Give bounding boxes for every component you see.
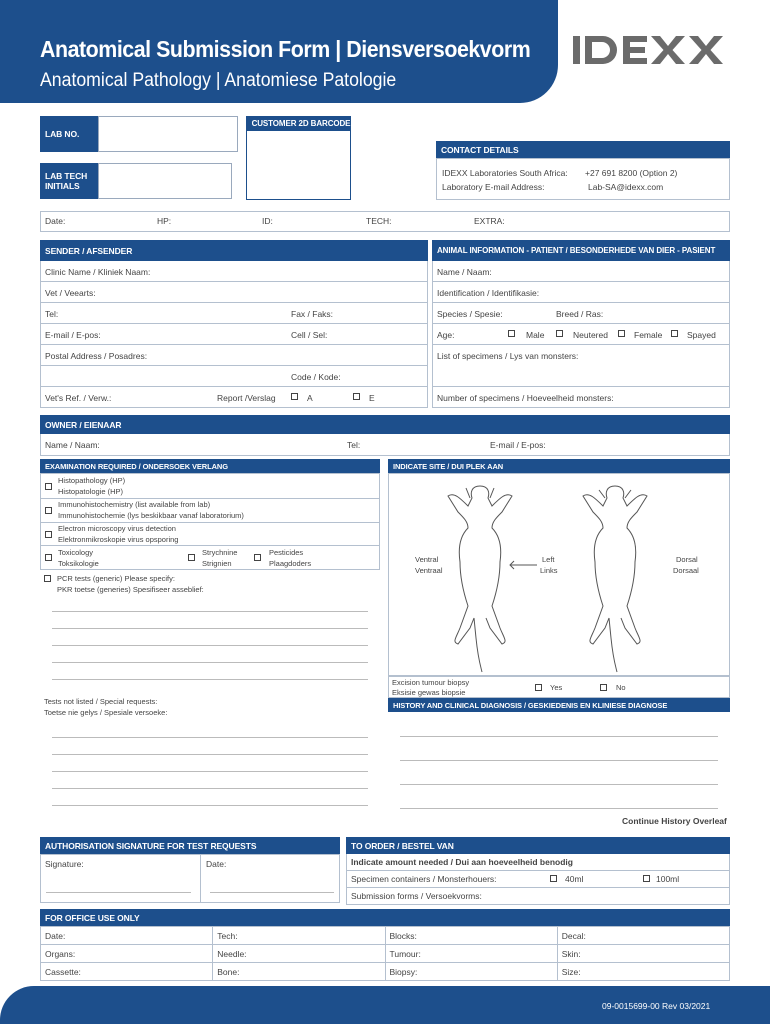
history-line[interactable] [400, 736, 718, 737]
female-label: Female [634, 330, 663, 340]
contact-label-1: IDEXX Laboratories South Africa: [442, 168, 568, 178]
report-a-checkbox[interactable] [291, 393, 298, 400]
strychnine-checkbox[interactable] [188, 554, 195, 561]
species-label: Species / Spesie: [437, 309, 503, 319]
office-grid [40, 926, 730, 981]
lab-no-label: LAB NO. [40, 116, 98, 152]
signature-label: Signature: [45, 859, 84, 869]
office-cell[interactable]: Cassette: [41, 963, 213, 981]
report-e-checkbox[interactable] [353, 393, 360, 400]
office-cell[interactable]: Biopsy: [385, 963, 557, 981]
meta-extra: EXTRA: [474, 216, 505, 226]
office-cell[interactable]: Date: [41, 927, 213, 945]
postal-label: Postal Address / Posadres: [45, 351, 148, 361]
report-e-label: E [369, 393, 375, 403]
animal-title: ANIMAL INFORMATION - PATIENT / BESONDERHEDE VAN DIER - PASIENT [432, 240, 730, 261]
form-title: Anatomical Submission Form | Diensversoekvorm [40, 36, 531, 62]
dorsal-label-1: Dorsal [676, 555, 698, 564]
history-line[interactable] [400, 760, 718, 761]
ident-field[interactable] [432, 282, 730, 303]
male-checkbox[interactable] [508, 330, 515, 337]
pcr-line[interactable] [52, 645, 368, 646]
owner-email-label: E-mail / E-pos: [490, 440, 546, 450]
ventral-label-1: Ventral [415, 555, 439, 564]
hp-label-1: Histopathology (HP) [58, 476, 126, 485]
age-label: Age: [437, 330, 455, 340]
pcr-line[interactable] [52, 679, 368, 680]
contact-email: Lab-SA@idexx.com [588, 182, 664, 192]
clinic-field[interactable] [40, 261, 428, 282]
signature-line[interactable] [46, 892, 191, 893]
meta-tech: TECH: [366, 216, 392, 226]
email-cell-field[interactable] [40, 324, 428, 345]
office-cell[interactable]: Needle: [213, 945, 385, 963]
ihc-label-1: Immunohistochemistry (list available from lab) [58, 500, 211, 509]
excision-yes-checkbox[interactable] [535, 684, 542, 691]
pcr-line[interactable] [52, 611, 368, 612]
tox-label-2: Toksikologie [58, 559, 99, 568]
history-line[interactable] [400, 784, 718, 785]
pcr-checkbox[interactable] [44, 575, 51, 582]
contact-box [436, 158, 730, 200]
exam-title: EXAMINATION REQUIRED / ONDERSOEK VERLANG [40, 459, 380, 473]
meta-id: ID: [262, 216, 273, 226]
tests-label-1: Tests not listed / Special requests: [44, 697, 158, 706]
office-cell[interactable]: Tumour: [385, 945, 557, 963]
code-field[interactable] [40, 366, 428, 387]
meta-date: Date: [45, 216, 66, 226]
auth-box[interactable] [40, 854, 340, 903]
barcode-label: CUSTOMER 2D BARCODE [246, 116, 351, 130]
owner-title: OWNER / EIENAAR [40, 415, 730, 434]
tox-option[interactable] [40, 546, 380, 570]
code-label: Code / Kode: [291, 372, 341, 382]
office-title: FOR OFFICE USE ONLY [40, 909, 730, 926]
sender-title: SENDER / AFSENDER [40, 240, 428, 261]
pcr-line[interactable] [52, 628, 368, 629]
postal-field[interactable] [40, 345, 428, 366]
owner-tel-label: Tel: [347, 440, 361, 450]
tests-line[interactable] [52, 737, 368, 738]
containers-label: Specimen containers / Monsterhouers: [351, 874, 497, 884]
female-checkbox[interactable] [618, 330, 625, 337]
ventral-dog-diagram[interactable] [430, 478, 530, 673]
dorsal-label-2: Dorsaal [673, 566, 699, 575]
animal-name-label: Name / Naam: [437, 267, 492, 277]
pcr-line[interactable] [52, 662, 368, 663]
contact-phone: +27 691 8200 (Option 2) [585, 168, 678, 178]
auth-title: AUTHORISATION SIGNATURE FOR TEST REQUESTS [40, 837, 340, 854]
tests-line[interactable] [52, 754, 368, 755]
spayed-checkbox[interactable] [671, 330, 678, 337]
vet-field[interactable] [40, 282, 428, 303]
tox-checkbox[interactable] [45, 554, 52, 561]
tests-line[interactable] [52, 788, 368, 789]
strychnine-label-2: Strignien [202, 559, 232, 568]
office-cell[interactable]: Size: [557, 963, 729, 981]
tests-label-2: Toetse nie gelys / Spesiale versoeke: [44, 708, 168, 717]
history-title: HISTORY AND CLINICAL DIAGNOSIS / GESKIEDENIS EN KLINIESE DIAGNOSE [388, 698, 730, 712]
em-checkbox[interactable] [45, 531, 52, 538]
neutered-checkbox[interactable] [556, 330, 563, 337]
tests-line[interactable] [52, 805, 368, 806]
hp-checkbox[interactable] [45, 483, 52, 490]
specimens-field[interactable] [432, 345, 730, 387]
forms-label: Submission forms / Versoekvorms: [351, 891, 482, 901]
breed-label: Breed / Ras: [556, 309, 604, 319]
fax-label: Fax / Faks: [291, 309, 334, 319]
lab-tech-field[interactable] [98, 163, 232, 199]
pesticides-label-1: Pesticides [269, 548, 304, 557]
report-label: Report /Verslag [217, 393, 276, 403]
tel-fax-field[interactable] [40, 303, 428, 324]
ml40-label: 40ml [565, 874, 584, 884]
hp-label-2: Histopatologie (HP) [58, 487, 124, 496]
pesticides-checkbox[interactable] [254, 554, 261, 561]
contact-title: CONTACT DETAILS [436, 141, 730, 158]
animal-name-field[interactable] [432, 261, 730, 282]
order-title: TO ORDER / BESTEL VAN [346, 837, 730, 854]
left-label-2: Links [540, 566, 558, 575]
clinic-label: Clinic Name / Kliniek Naam: [45, 267, 151, 277]
ref-label: Vet's Ref. / Verw.: [45, 393, 112, 403]
office-cell[interactable]: Bone: [213, 963, 385, 981]
lab-no-field[interactable] [98, 116, 238, 152]
strychnine-label-1: Strychnine [202, 548, 238, 557]
tests-line[interactable] [52, 771, 368, 772]
office-cell[interactable]: Blocks: [385, 927, 557, 945]
arrow-left-icon [508, 560, 538, 570]
vet-label: Vet / Veearts: [45, 288, 96, 298]
pesticides-label-2: Plaagdoders [269, 559, 312, 568]
lab-tech-label [40, 163, 98, 199]
species-field[interactable] [432, 303, 730, 324]
pcr-label-2: PKR toetse (generies) Spesifiseer asseblief: [57, 585, 204, 594]
em-option[interactable] [40, 523, 380, 546]
left-label-1: Left [542, 555, 555, 564]
hp-option[interactable] [40, 473, 380, 499]
owner-field[interactable] [40, 434, 730, 456]
tox-label-1: Toxicology [58, 548, 94, 557]
excision-no-checkbox[interactable] [600, 684, 607, 691]
number-field[interactable] [432, 387, 730, 408]
em-label-1: Electron microscopy virus detection [58, 524, 176, 533]
pcr-label-1: PCR tests (generic) Please specify: [57, 574, 175, 583]
order-indicate-row [346, 854, 730, 871]
office-cell[interactable]: Decal: [557, 927, 729, 945]
form-subtitle: Anatomical Pathology | Anatomiese Patologie [40, 70, 397, 91]
neutered-label: Neutered [573, 330, 608, 340]
ml100-checkbox[interactable] [643, 875, 650, 882]
excision-no-label: No [616, 683, 626, 692]
ref-field[interactable] [40, 387, 428, 408]
auth-date-line[interactable] [210, 892, 334, 893]
excision-label-1: Excision tumour biopsy [392, 678, 470, 687]
email-label: E-mail / E-pos: [45, 330, 101, 340]
dorsal-dog-diagram[interactable] [565, 478, 665, 673]
male-label: Male [526, 330, 545, 340]
office-cell[interactable]: Organs: [41, 945, 213, 963]
ident-label: Identification / Identifikasie: [437, 288, 540, 298]
owner-name-label: Name / Naam: [45, 440, 100, 450]
specimens-label: List of specimens / Lys van monsters: [437, 351, 579, 361]
auth-date-label: Date: [206, 859, 227, 869]
spayed-label: Spayed [687, 330, 716, 340]
ihc-option[interactable] [40, 499, 380, 523]
order-indicate-label: Indicate amount needed / Dui aan hoeveelheid benodig [351, 857, 573, 867]
forms-row[interactable] [346, 888, 730, 905]
ventral-label-2: Ventraal [415, 566, 443, 575]
meta-hp: HP: [157, 216, 172, 226]
number-label: Number of specimens / Hoeveelheid monsters: [437, 393, 614, 403]
em-label-2: Elektronmikroskopie virus opsporing [58, 535, 179, 544]
tel-label: Tel: [45, 309, 59, 319]
ihc-label-2: Immunohistochemie (lys beskikbaar vanaf laboratorium) [58, 511, 244, 520]
excision-row[interactable] [388, 676, 730, 698]
site-title: INDICATE SITE / DUI PLEK AAN [388, 459, 730, 473]
barcode-box [246, 130, 351, 200]
excision-label-2: Eksisie gewas biopsie [392, 688, 466, 697]
ihc-checkbox[interactable] [45, 507, 52, 514]
continue-overleaf: Continue History Overleaf [622, 816, 727, 826]
contact-label-2: Laboratory E-mail Address: [442, 182, 545, 192]
ml40-checkbox[interactable] [550, 875, 557, 882]
age-field[interactable] [432, 324, 730, 345]
containers-row[interactable] [346, 871, 730, 888]
report-a-label: A [307, 393, 313, 403]
initials-text: INITIALS [45, 181, 80, 191]
form-code: 09-0015699-00 Rev 03/2021 [602, 1001, 711, 1011]
excision-yes-label: Yes [550, 683, 563, 692]
office-cell[interactable]: Skin: [557, 945, 729, 963]
cell-label: Cell / Sel: [291, 330, 328, 340]
office-cell[interactable]: Tech: [213, 927, 385, 945]
lab-tech-text: LAB TECH [45, 171, 88, 181]
ml100-label: 100ml [656, 874, 680, 884]
idexx-logo [573, 34, 733, 68]
history-line[interactable] [400, 808, 718, 809]
